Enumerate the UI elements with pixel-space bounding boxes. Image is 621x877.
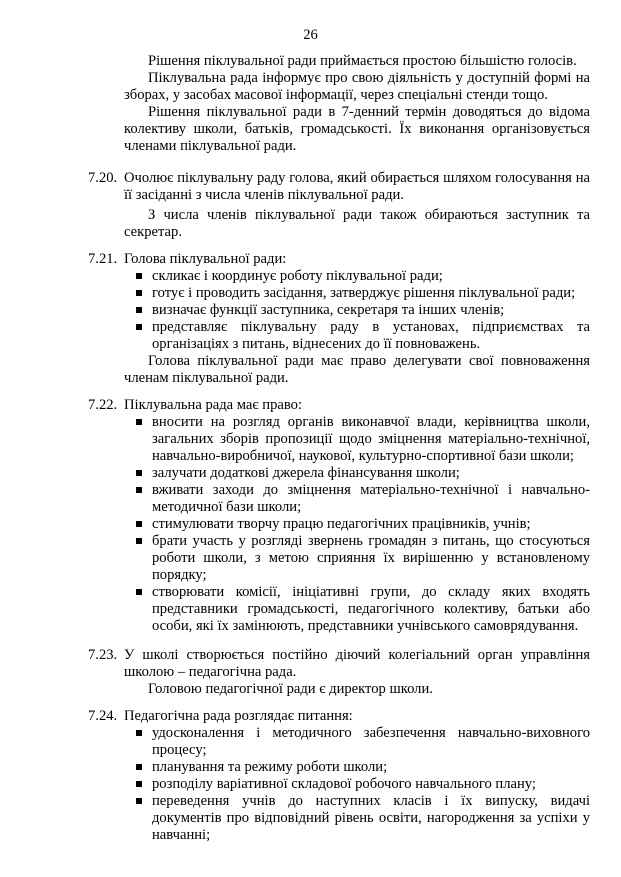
bullet-icon bbox=[136, 521, 142, 527]
bullet-icon bbox=[136, 781, 142, 787]
section-text: Очолює піклувальну раду голова, який обирається шляхом голосування на її засіданні з числа членів піклувальної ради. bbox=[124, 170, 590, 203]
bullet-icon bbox=[136, 730, 142, 736]
section-7-23 bbox=[0, 647, 621, 698]
section-number: 7.21. bbox=[88, 251, 118, 267]
list-item-text: вносити на розгляд органів виконавчої влади, керівництва школи, загальних зборів пропозиції щодо зміцнення матеріально-технічної, навчально-виробничої, наукової, культурно-спортивної бази школи; bbox=[152, 414, 590, 464]
paragraph: Голова піклувальної ради має право делегувати свої повноваження членам піклувальної ради. bbox=[124, 353, 590, 386]
list-item-text: планування та режиму роботи школи; bbox=[152, 759, 388, 775]
section-7-21 bbox=[0, 251, 621, 387]
bullet-icon bbox=[136, 273, 142, 279]
section-number: 7.23. bbox=[88, 647, 118, 663]
bullet-icon bbox=[136, 589, 142, 595]
bullet-icon bbox=[136, 538, 142, 544]
bullet-icon bbox=[136, 470, 142, 476]
list-item-text: представляє піклувальну раду в установах, підприємствах та організаціях з питань, віднесених до її повноважень. bbox=[152, 319, 590, 352]
list-item-text: стимулювати творчу працю педагогічних працівників, учнів; bbox=[152, 516, 531, 532]
bullet-list bbox=[124, 725, 590, 844]
paragraph: Рішення піклувальної ради в 7-денний термін доводяться до відома колективу школи, батьків, громадськості. Їх виконання організовується членами піклувальної ради. bbox=[124, 104, 590, 154]
section-text: У школі створюється постійно діючий колегіальний орган управління школою – педагогічна рада. bbox=[124, 647, 590, 680]
list-item-text: залучати додаткові джерела фінансування школи; bbox=[152, 465, 460, 481]
bullet-icon bbox=[136, 419, 142, 425]
section-text: Голова піклувальної ради: bbox=[124, 251, 287, 267]
section-text: Піклувальна рада має право: bbox=[124, 397, 303, 413]
paragraph: Піклувальна рада інформує про свою діяльність у доступній формі на зборах, у засобах масової інформації, через спеціальні стенди тощо. bbox=[124, 70, 590, 103]
section-7-24 bbox=[0, 708, 621, 844]
list-item bbox=[152, 516, 590, 533]
list-item bbox=[152, 465, 590, 482]
list-item bbox=[152, 302, 590, 319]
list-item-text: визначає функції заступника, секретаря та інших членів; bbox=[152, 302, 505, 318]
list-item-text: створювати комісії, ініціативні групи, до складу яких входять представники громадськості, педагогічного колективу, батьки або особи, які їх замінюють, представники учнівського самоврядування. bbox=[152, 584, 590, 634]
list-item-text: переведення учнів до наступних класів і їх випуску, видачі документів про відповідний рівень освіти, нагородження за успіхи у навчанні; bbox=[152, 793, 590, 843]
page-number: 26 bbox=[303, 27, 318, 43]
paragraph: Рішення піклувальної ради приймається простою більшістю голосів. bbox=[148, 53, 577, 69]
bullet-icon bbox=[136, 324, 142, 330]
list-item bbox=[152, 268, 590, 285]
list-item-text: брати участь у розгляді звернень громадян з питань, що стосуються роботи школи, з метою сприяння їх вирішенню у встановленому порядку; bbox=[152, 533, 590, 583]
list-item bbox=[152, 759, 590, 776]
list-item bbox=[152, 285, 590, 302]
section-number: 7.24. bbox=[88, 708, 118, 724]
bullet-icon bbox=[136, 487, 142, 493]
list-item-text: готує і проводить засідання, затверджує рішення піклувальної ради; bbox=[152, 285, 576, 301]
list-item-text: вживати заходи до зміцнення матеріально-технічної і навчально-методичної бази школи; bbox=[152, 482, 590, 515]
list-item bbox=[152, 533, 590, 584]
section-text: Педагогічна рада розглядає питання: bbox=[124, 708, 353, 724]
paragraph: З числа членів піклувальної ради також обираються заступник та секретар. bbox=[124, 207, 590, 240]
bullet-icon bbox=[136, 764, 142, 770]
list-item bbox=[152, 725, 590, 759]
bullet-icon bbox=[136, 798, 142, 804]
bullet-list bbox=[124, 268, 590, 353]
list-item bbox=[152, 319, 590, 353]
section-7-22 bbox=[0, 397, 621, 635]
list-item bbox=[152, 776, 590, 793]
list-item-text: скликає і координує роботу піклувальної ради; bbox=[152, 268, 443, 284]
list-item-text: удосконалення і методичного забезпечення навчально-виховного процесу; bbox=[152, 725, 590, 758]
bullet-icon bbox=[136, 307, 142, 313]
page-content bbox=[0, 53, 621, 844]
paragraph: Головою педагогічної ради є директор школи. bbox=[148, 681, 433, 697]
section-number: 7.22. bbox=[88, 397, 118, 413]
list-item bbox=[152, 482, 590, 516]
section-7-20 bbox=[0, 170, 621, 241]
bullet-list bbox=[124, 414, 590, 635]
list-item bbox=[152, 793, 590, 844]
list-item bbox=[152, 584, 590, 635]
list-item bbox=[152, 414, 590, 465]
bullet-icon bbox=[136, 290, 142, 296]
list-item-text: розподілу варіативної складової робочого навчального плану; bbox=[152, 776, 536, 792]
section-number: 7.20. bbox=[88, 170, 118, 186]
